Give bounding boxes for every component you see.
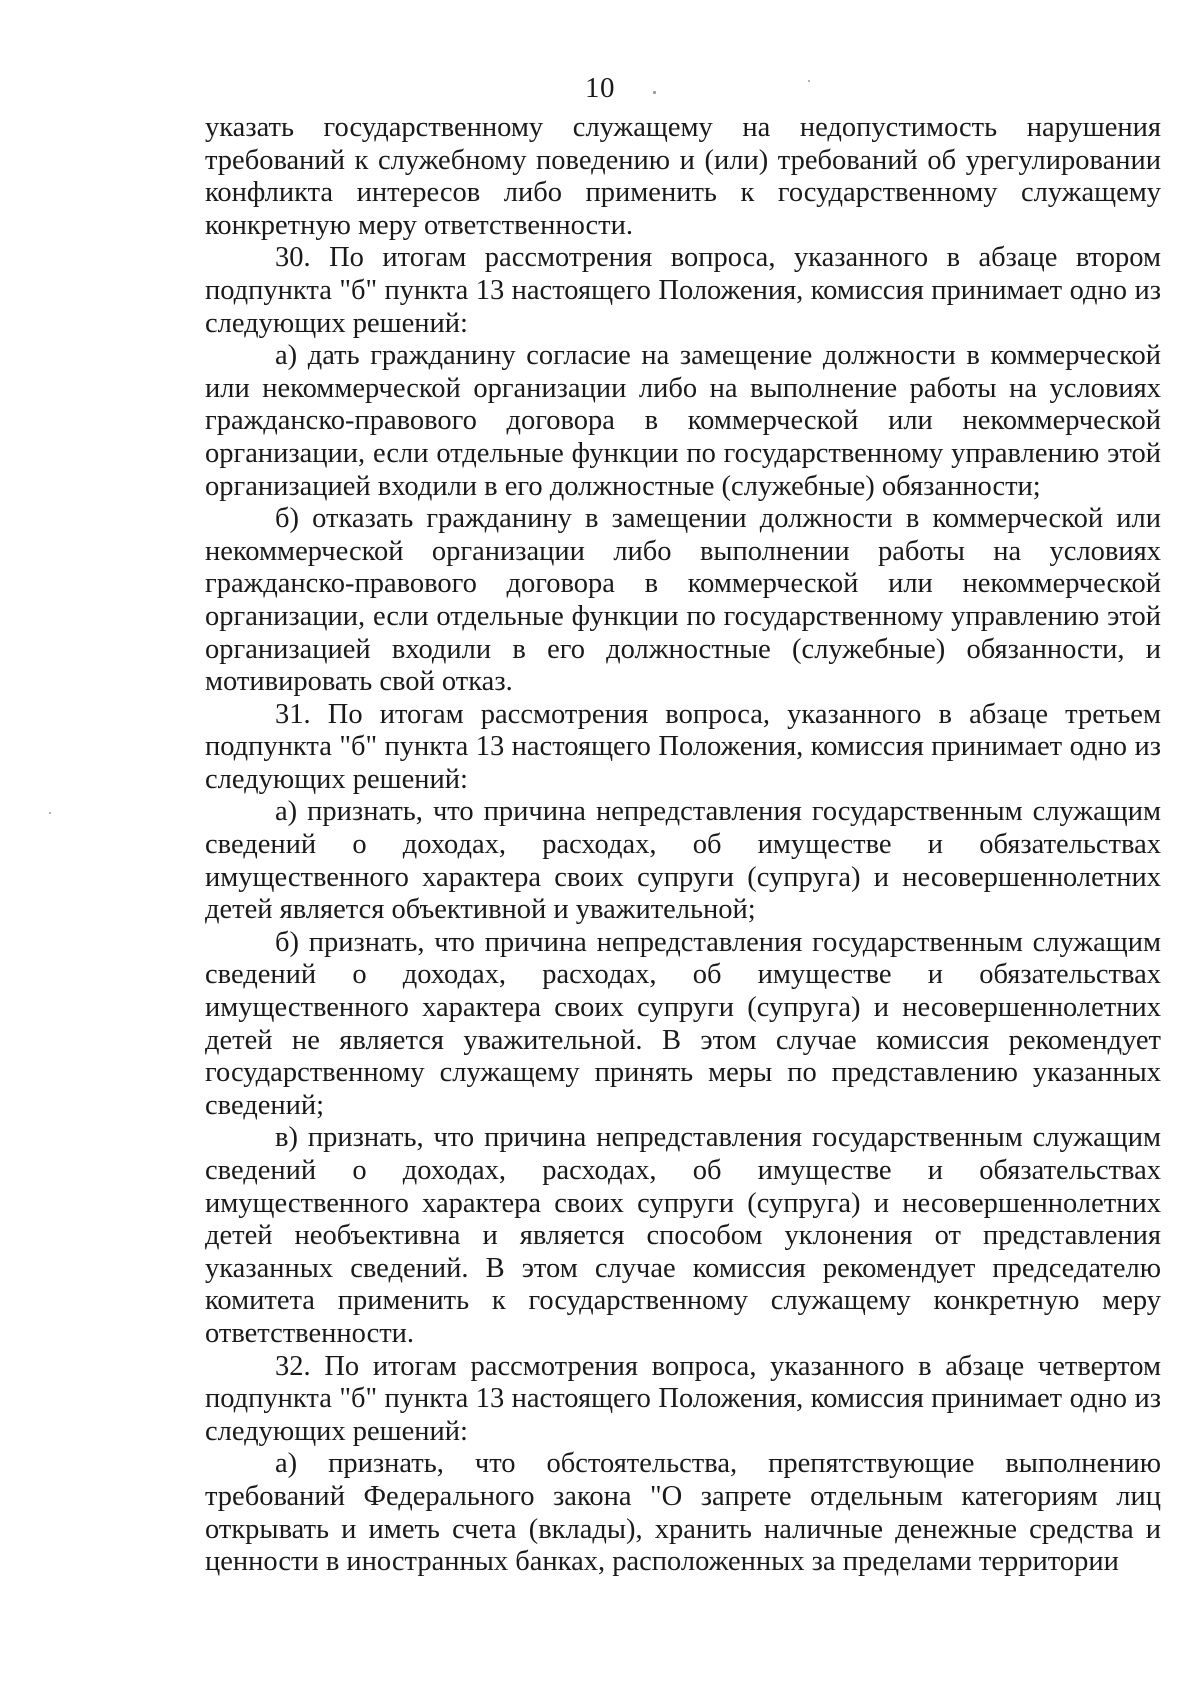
paragraph-clause-30: 30. По итогам рассмотрения вопроса, указанного в абзаце втором подпункта "б" пункта 13 настоящего Положения, комиссия принимает одно из следующих решений: — [205, 242, 1161, 339]
paragraph-clause-31-c: в) признать, что причина непредставления государственным служащим сведений о доходах, расходах, об имуществе и обязательствах имущественного характера своих супруги (супруга) и несовершеннолетних детей необъективна и является способом уклонения от представления указанных сведений. В этом случае комиссия рекомендует председателю комитета применить к государственному служащему конкретную меру ответственности. — [205, 1122, 1161, 1349]
paragraph-continuation: указать государственному служащему на недопустимость нарушения требований к служебному поведению и (или) требований об урегулировании конфликта интересов либо применить к государственному служащему конкретную меру ответственности. — [205, 112, 1161, 241]
paragraph-clause-31-a: а) признать, что причина непредставления государственным служащим сведений о доходах, расходах, об имуществе и обязательствах имущественного характера своих супруги (супруга) и несовершеннолетних детей является объективной и уважительной; — [205, 796, 1161, 926]
paragraph-clause-30-a: а) дать гражданину согласие на замещение должности в коммерческой или некоммерческой организации либо на выполнение работы на условиях гражданско-правового договора в коммерческой или некоммерческой организации, если отдельные функции по государственному управлению этой организацией входили в его должностные (служебные) обязанности; — [205, 340, 1161, 502]
paragraph-clause-32-a: а) признать, что обстоятельства, препятствующие выполнению требований Федерального закона "О запрете отдельным категориям лиц открывать и иметь счета (вклады), хранить наличные денежные средства и ценности в иностранных банках, расположенных за пределами территории — [205, 1448, 1161, 1578]
document-body — [205, 112, 1161, 1579]
paragraph-clause-32: 32. По итогам рассмотрения вопроса, указанного в абзаце четвертом подпункта "б" пункта 13 настоящего Положения, комиссия принимает одно из следующих решений: — [205, 1350, 1161, 1447]
paragraph-clause-31-b: б) признать, что причина непредставления государственным служащим сведений о доходах, расходах, об имуществе и обязательствах имущественного характера своих супруги (супруга) и несовершеннолетних детей не является уважительной. В этом случае комиссия рекомендует государственному служащему принять меры по представлению указанных сведений; — [205, 926, 1161, 1121]
paragraph-clause-30-b: б) отказать гражданину в замещении должности в коммерческой или некоммерческой организации либо выполнении работы на условиях гражданско-правового договора в коммерческой или некоммерческой организации, если отдельные функции по государственному управлению этой организацией входили в его должностные (служебные) обязанности, и мотивировать свой отказ. — [205, 503, 1161, 698]
scan-speck — [49, 812, 51, 814]
page-number: 10 — [585, 72, 615, 104]
paragraph-clause-31: 31. По итогам рассмотрения вопроса, указанного в абзаце третьем подпункта "б" пункта 13 настоящего Положения, комиссия принимает одно из следующих решений: — [205, 698, 1161, 795]
